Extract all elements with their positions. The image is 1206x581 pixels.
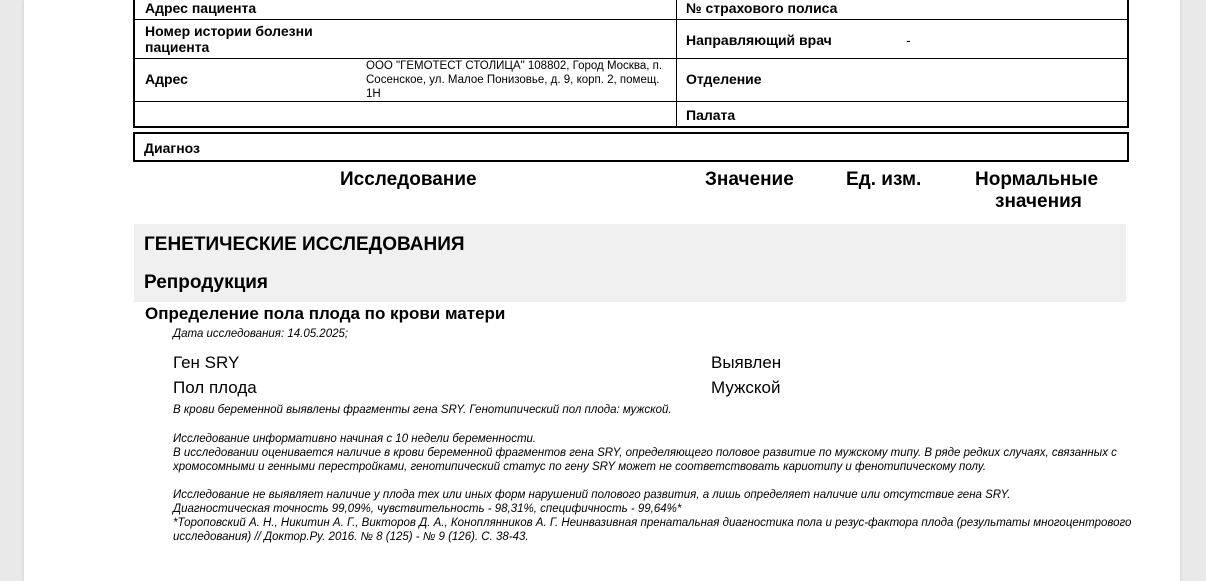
note-text: Исследование не выявляет наличие у плода тех или иных форм нарушений полового развития, а лишь определяет наличие или отсутствие гена SRY.: [173, 489, 1011, 501]
test-name: Определение пола плода по крови матери: [145, 304, 506, 323]
result-name: Ген SRY: [173, 353, 240, 372]
section-genetic: ГЕНЕТИЧЕСКИЕ ИССЛЕДОВАНИЯ: [144, 234, 465, 255]
note-text: Диагностическая точность 99,09%, чувствительность - 98,31%, специфичность - 99,64%*: [173, 503, 682, 515]
result-value: Выявлен: [711, 353, 782, 372]
ward-label: Палата: [686, 107, 736, 123]
row-patient-address: [135, 0, 1127, 20]
row-address: [135, 59, 1127, 102]
column-header-study: Исследование: [340, 169, 477, 190]
diagnosis-box: [133, 132, 1129, 162]
referring-doctor-value: -: [906, 32, 911, 48]
conclusion-text: В крови беременной выявлены фрагменты гена SRY. Генотипический пол плода: мужской.: [173, 404, 672, 416]
section-reproduction: Репродукция: [144, 272, 269, 293]
test-date: Дата исследования: 14.05.2025;: [173, 328, 349, 340]
referring-doctor-label: Направляющий врач: [686, 32, 832, 48]
patient-address-label: Адрес пациента: [145, 0, 257, 16]
note-text: Исследование информативно начиная с 10 недели беременности.: [173, 433, 537, 445]
diagnosis-label: Диагноз: [144, 140, 200, 156]
report-page: [24, 0, 1180, 581]
column-header-normal-line1: Нормальные: [975, 169, 1099, 190]
department-label: Отделение: [686, 71, 762, 87]
history-number-label: Номер истории болезни пациента: [145, 23, 313, 55]
result-value: Мужской: [711, 378, 781, 397]
address-value: ООО "ГЕМОТЕСТ СТОЛИЦА" 108802, Город Москва, п. Сосенское, ул. Малое Понизовье, д. 9, корп. 2, помещ. 1Н: [366, 60, 663, 100]
column-header-unit: Ед. изм.: [846, 169, 922, 190]
reference-text: *Тороповский А. Н., Никитин А. Г., Викторов Д. А., Коноплянников А. Г. Неинвазивная пренатальная диагностика пола и резус-фактора плода (результаты многоцентрового исследования) // Доктор.Ру. 2016. № 8 (125) - № 9 (126). С. 38-43.: [173, 517, 1132, 543]
row-history-number: [135, 20, 1127, 59]
insurance-label: № страхового полиса: [686, 0, 838, 16]
column-header-normal-line2: значения: [995, 191, 1082, 212]
address-label: Адрес: [145, 71, 188, 87]
patient-info-table: [133, 0, 1129, 128]
column-header-value: Значение: [705, 169, 794, 190]
result-name: Пол плода: [173, 378, 257, 397]
note-text: В исследовании оценивается наличие в крови беременной фрагментов гена SRY, определяющего половое развитие по мужскому типу. В ряде редких случаях, связанных с хромосомными и генными перестройками, генотипический статус по гену SRY может не соответствовать кариотипу и фенотипическому полу.: [173, 447, 1117, 473]
section-band: [134, 224, 1126, 302]
row-ward: [135, 102, 1127, 126]
